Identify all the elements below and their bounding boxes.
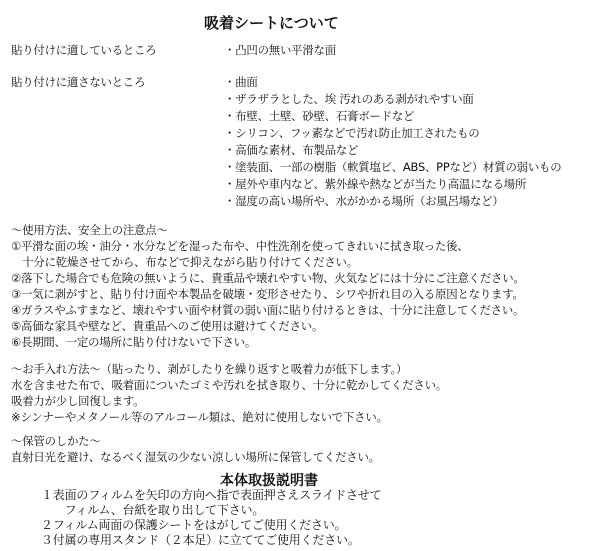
usage-line: ③一気に剥がすと、貼り付け面や本製品を破壊・変形させたり、シワや折れ目の入る原因となります。: [11, 287, 524, 301]
unsuitable-item: ・高価な素材、布製品など: [224, 143, 359, 157]
usage-line: ⑤高価な家具や壁など、貴重品へのご使用は避けてください。: [11, 319, 324, 333]
usage-line: ②落下した場合でも危険の無いように、貴重品や壊れやすい物、火気などには十分にご注意ください。: [11, 271, 525, 285]
page-title: 吸着シートについて: [204, 14, 339, 32]
usage-heading: ～使用方法、安全上の注意点～: [11, 223, 168, 237]
unsuitable-item: ・布壁、土壁、砂壁、石膏ボードなど: [224, 109, 415, 123]
unsuitable-item: ・ザラザラとした、埃 汚れのある剥がれやすい面: [224, 92, 474, 106]
storage-line: 直射日光を避け、なるべく湿気の少ない涼しい場所に保管してください。: [11, 450, 380, 464]
unsuitable-item: ・屋外や車内など、紫外線や熱などが当たり高温になる場所: [224, 177, 527, 191]
manual-line: ２フィルム両面の保護シートをはがしてご使用ください。: [41, 518, 347, 532]
manual-line: フィルム、台紙を取り出して下さい。: [41, 503, 265, 517]
care-heading: ～お手入れ方法～（貼ったり、剥がしたりを繰り返すと吸着力が低下します。）: [11, 362, 408, 376]
manual-title: 本体取扱説明書: [220, 473, 318, 489]
unsuitable-label: 貼り付けに適さないところ: [11, 75, 146, 89]
unsuitable-item: ・曲面: [224, 75, 258, 89]
unsuitable-item: ・湿度の高い場所や、水がかかる場所（お風呂場など）: [224, 194, 504, 208]
usage-line: ①平滑な面の埃・油分・水分などを湿った布や、中性洗剤を使ってきれいに拭き取った後、: [11, 239, 469, 253]
suitable-label: 貼り付けに適しているところ: [11, 43, 157, 57]
suitable-item: ・凸凹の無い平滑な面: [224, 43, 336, 57]
usage-line: 十分に乾燥させてから、布などで抑えながら貼り付けてください。: [11, 255, 358, 269]
care-line: ※シンナーやメタノール等のアルコール類は、絶対に使用しないで下さい。: [11, 410, 388, 424]
unsuitable-item: ・塗装面、一部の樹脂（軟質塩ビ、ABS、PPなど）材質の弱いもの: [224, 160, 562, 174]
storage-heading: ～保管のしかた～: [11, 434, 101, 448]
usage-line: ④ガラスやふすまなど、壊れやすい面や材質の弱い面に貼り付けるときは、十分に注意してください。: [11, 303, 525, 317]
care-line: 水を含ませた布で、吸着面についたゴミや汚れを拭き取り、十分に乾かしてください。: [11, 378, 447, 392]
usage-line: ⑥長期間、一定の場所に貼り付けないで下さい。: [11, 335, 257, 349]
unsuitable-item: ・シリコン、フッ素などで汚れ防止加工されたもの: [224, 126, 480, 140]
manual-line: １表面のフィルムを矢印の方向へ指で表面押さえスライドさせて: [41, 488, 382, 502]
manual-line: ３付属の専用スタンド（２本足）に立ててご使用ください。: [41, 533, 360, 547]
care-line: 吸着力が少し回復します。: [11, 394, 145, 408]
